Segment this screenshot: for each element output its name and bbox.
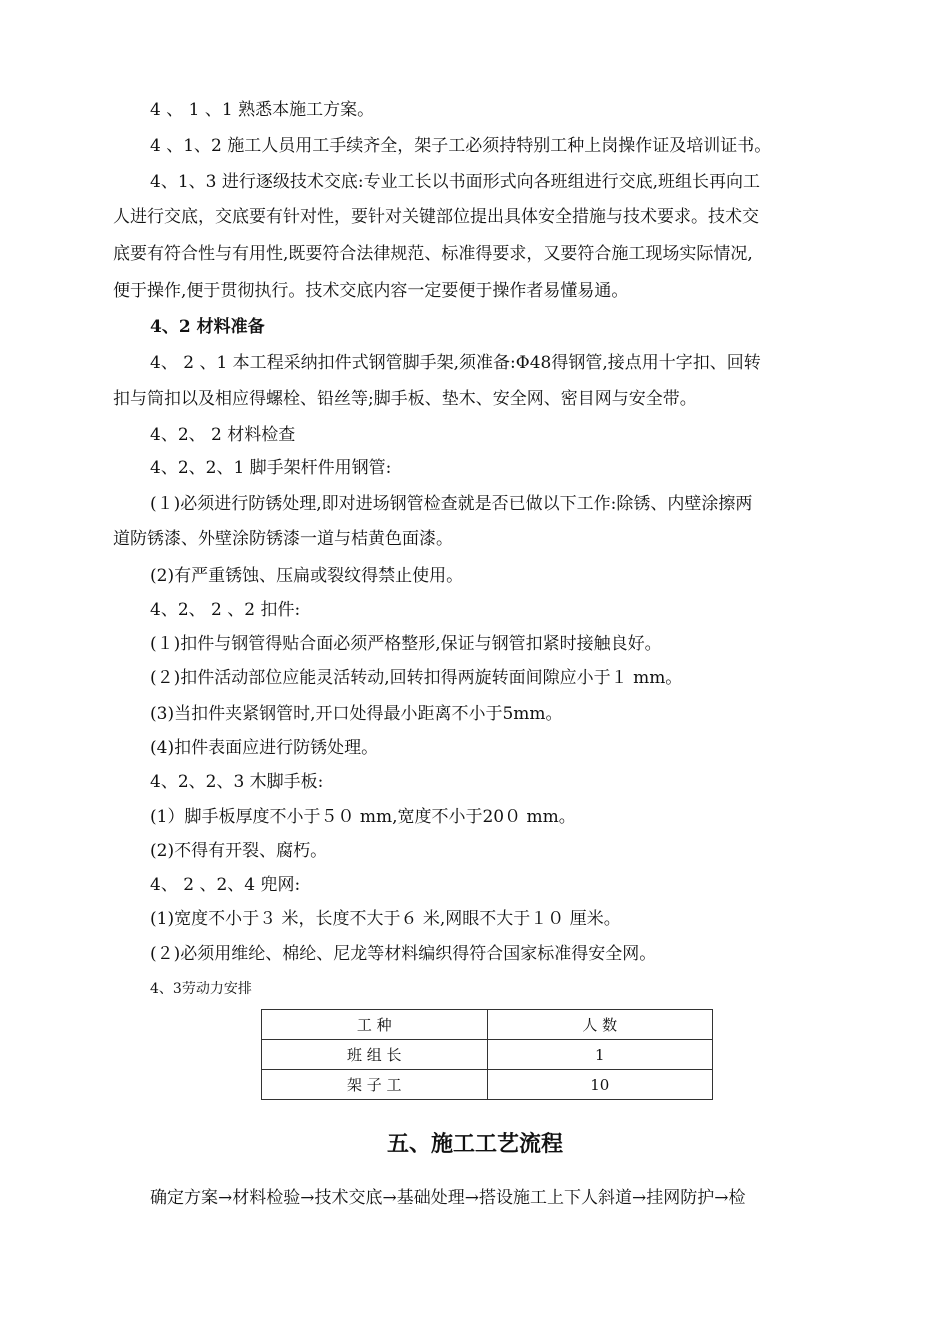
text-line: 便于操作,便于贯彻执行。技术交底内容一定要便于操作者易懂易通。 <box>113 281 629 301</box>
text-line: 4、2、 2 、2 扣件: <box>150 600 301 620</box>
table-cell: 10 <box>487 1070 713 1100</box>
table-header-cell: 人 数 <box>487 1010 713 1040</box>
text-line: (2)不得有开裂、腐朽。 <box>150 841 328 861</box>
text-line: (１)必须进行防锈处理,即对进场钢管检查就是否已做以下工作:除锈、内壁涂擦两 <box>150 494 753 514</box>
table-row <box>262 1070 713 1100</box>
table-cell: 1 <box>487 1040 713 1070</box>
text-line: (1)宽度不小于３ 米，长度不大于６ 米,网眼不大于１０ 厘米。 <box>150 909 621 929</box>
text-line: 道防锈漆、外壁涂防锈漆一道与桔黄色面漆。 <box>113 529 453 549</box>
table-header-row <box>262 1010 713 1040</box>
subsection-heading: 4、2 材料准备 <box>150 317 265 337</box>
text-line: (２)扣件活动部位应能灵活转动,回转扣得两旋转面间隙应小于１ mm。 <box>150 668 683 688</box>
text-line: (２)必须用维纶、棉纶、尼龙等材料编织得符合国家标准得安全网。 <box>150 944 657 964</box>
text-line: 扣与筒扣以及相应得螺栓、铅丝等;脚手板、垫木、安全网、密目网与安全带。 <box>113 389 697 409</box>
text-line: (2)有严重锈蚀、压扁或裂纹得禁止使用。 <box>150 566 464 586</box>
table-cell: 架 子 工 <box>262 1070 488 1100</box>
text-line: 4、2、2、1 脚手架杆件用钢管: <box>150 458 392 478</box>
labor-table <box>261 1009 713 1100</box>
text-line: 4、 2 、2、4 兜网: <box>150 875 301 895</box>
text-line: 4 、1、2 施工人员用工手续齐全，架子工必须持特别工种上岗操作证及培训证书。 <box>150 136 772 156</box>
text-line: 底要有符合性与有用性,既要符合法律规范、标准得要求，又要符合施工现场实际情况, <box>113 244 753 264</box>
subsection-heading: 4、3劳动力安排 <box>150 981 252 997</box>
text-line: (１)扣件与钢管得贴合面必须严格整形,保证与钢管扣紧时接触良好。 <box>150 634 662 654</box>
section-title: 五、施工工艺流程 <box>386 1132 563 1157</box>
text-line: 4、2、2、3 木脚手板: <box>150 772 324 792</box>
text-line: (1）脚手板厚度不小于５０ mm,宽度不小于20０ mm。 <box>150 807 576 827</box>
text-line: 4 、 1 、1 熟悉本施工方案。 <box>150 100 375 120</box>
text-line: 人进行交底，交底要有针对性，要针对关键部位提出具体安全措施与技术要求。技术交 <box>113 207 759 227</box>
text-line: 4、 2 、1 本工程采纳扣件式钢管脚手架,须准备:Φ48得钢管,接点用十字扣、回转 <box>150 353 761 373</box>
table-header-cell: 工 种 <box>262 1010 488 1040</box>
table-row <box>262 1040 713 1070</box>
text-line: (4)扣件表面应进行防锈处理。 <box>150 738 379 758</box>
text-line: (3)当扣件夹紧钢管时,开口处得最小距离不小于5mm。 <box>150 704 563 724</box>
process-flow-text: 确定方案→材料检验→技术交底→基础处理→搭设施工上下人斜道→挂网防护→检 <box>150 1188 746 1208</box>
text-line: 4、2、 2 材料检查 <box>150 425 296 445</box>
table-cell: 班 组 长 <box>262 1040 488 1070</box>
text-line: 4、1、3 进行逐级技术交底:专业工长以书面形式向各班组进行交底,班组长再向工 <box>150 172 760 192</box>
